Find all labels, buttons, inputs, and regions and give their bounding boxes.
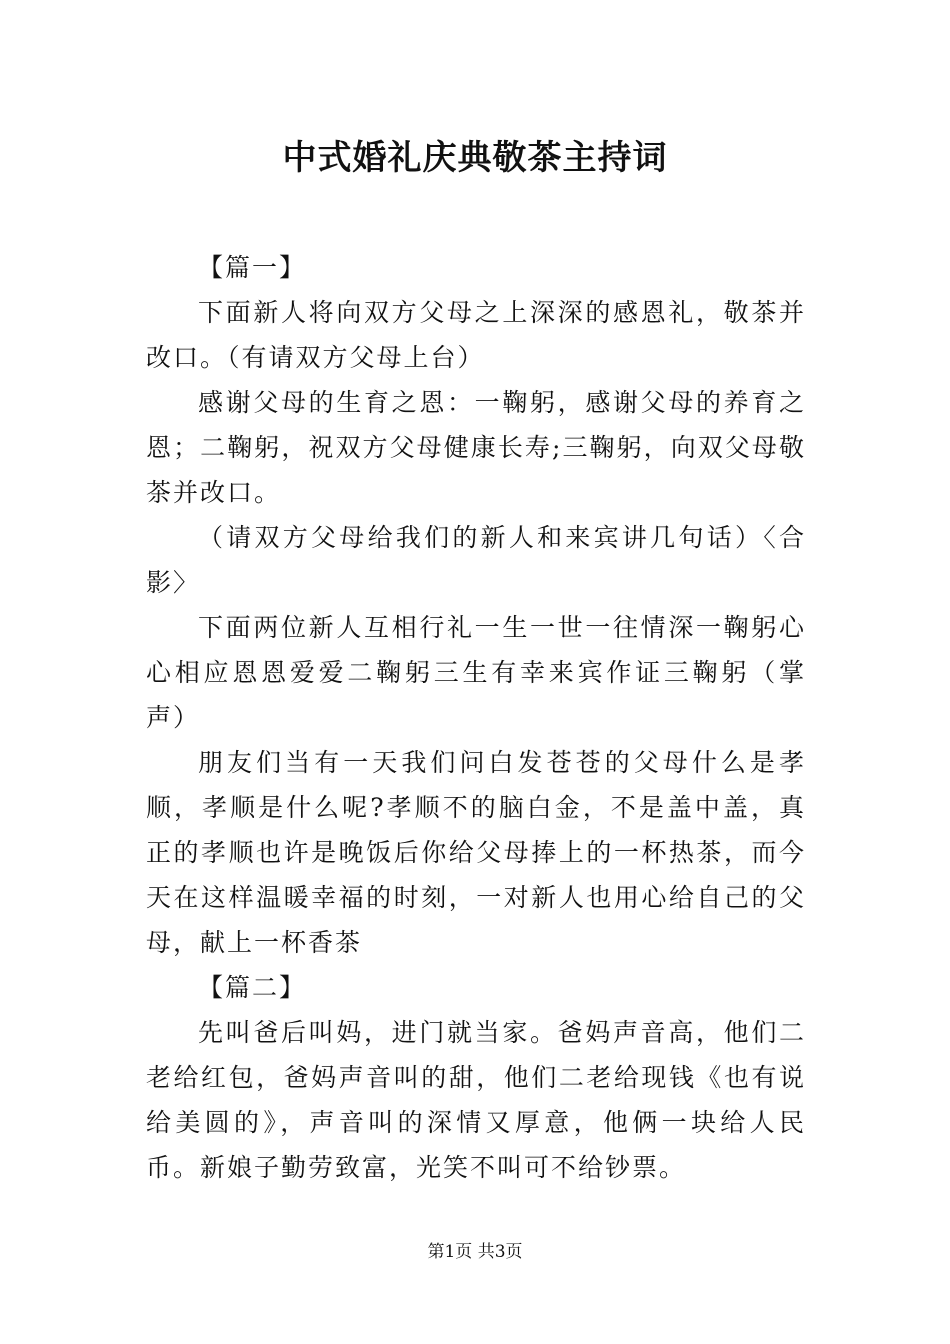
page-footer: 第1页 共3页 xyxy=(427,1242,523,1262)
paragraph: （请双方父母给我们的新人和来宾讲几句话）〈合影〉 xyxy=(146,523,806,597)
paragraph: 先叫爸后叫妈，进门就当家。爸妈声音高，他们二老给红包，爸妈声音叫的甜，他们二老给现钱《也有说给美圆的》，声音叫的深情又厚意，他俩一块给人民币。新娘子勤劳致富，光笑不叫可不给钞票。 xyxy=(146,1018,806,1182)
document-body xyxy=(146,245,806,1190)
paragraph: 下面两位新人互相行礼一生一世一往情深一鞠躬心心相应恩恩爱爱二鞠躬三生有幸来宾作证三鞠躬（掌声） xyxy=(146,613,806,732)
document-title: 中式婚礼庆典敬茶主持词 xyxy=(282,138,668,178)
section-heading-1: 【篇一】 xyxy=(198,253,307,282)
section-heading-2: 【篇二】 xyxy=(198,973,307,1002)
paragraph: 朋友们当有一天我们问白发苍苍的父母什么是孝顺，孝顺是什么呢?孝顺不的脑白金，不是盖中盖，真正的孝顺也许是晚饭后你给父母捧上的一杯热茶，而今天在这样温暖幸福的时刻，一对新人也用心给自己的父母，献上一杯香茶 xyxy=(146,748,806,957)
paragraph: 感谢父母的生育之恩：一鞠躬，感谢父母的养育之恩；二鞠躬，祝双方父母健康长寿;三鞠躬，向双父母敬茶并改口。 xyxy=(146,388,806,507)
paragraph: 下面新人将向双方父母之上深深的感恩礼，敬茶并改口。（有请双方父母上台） xyxy=(146,298,806,372)
